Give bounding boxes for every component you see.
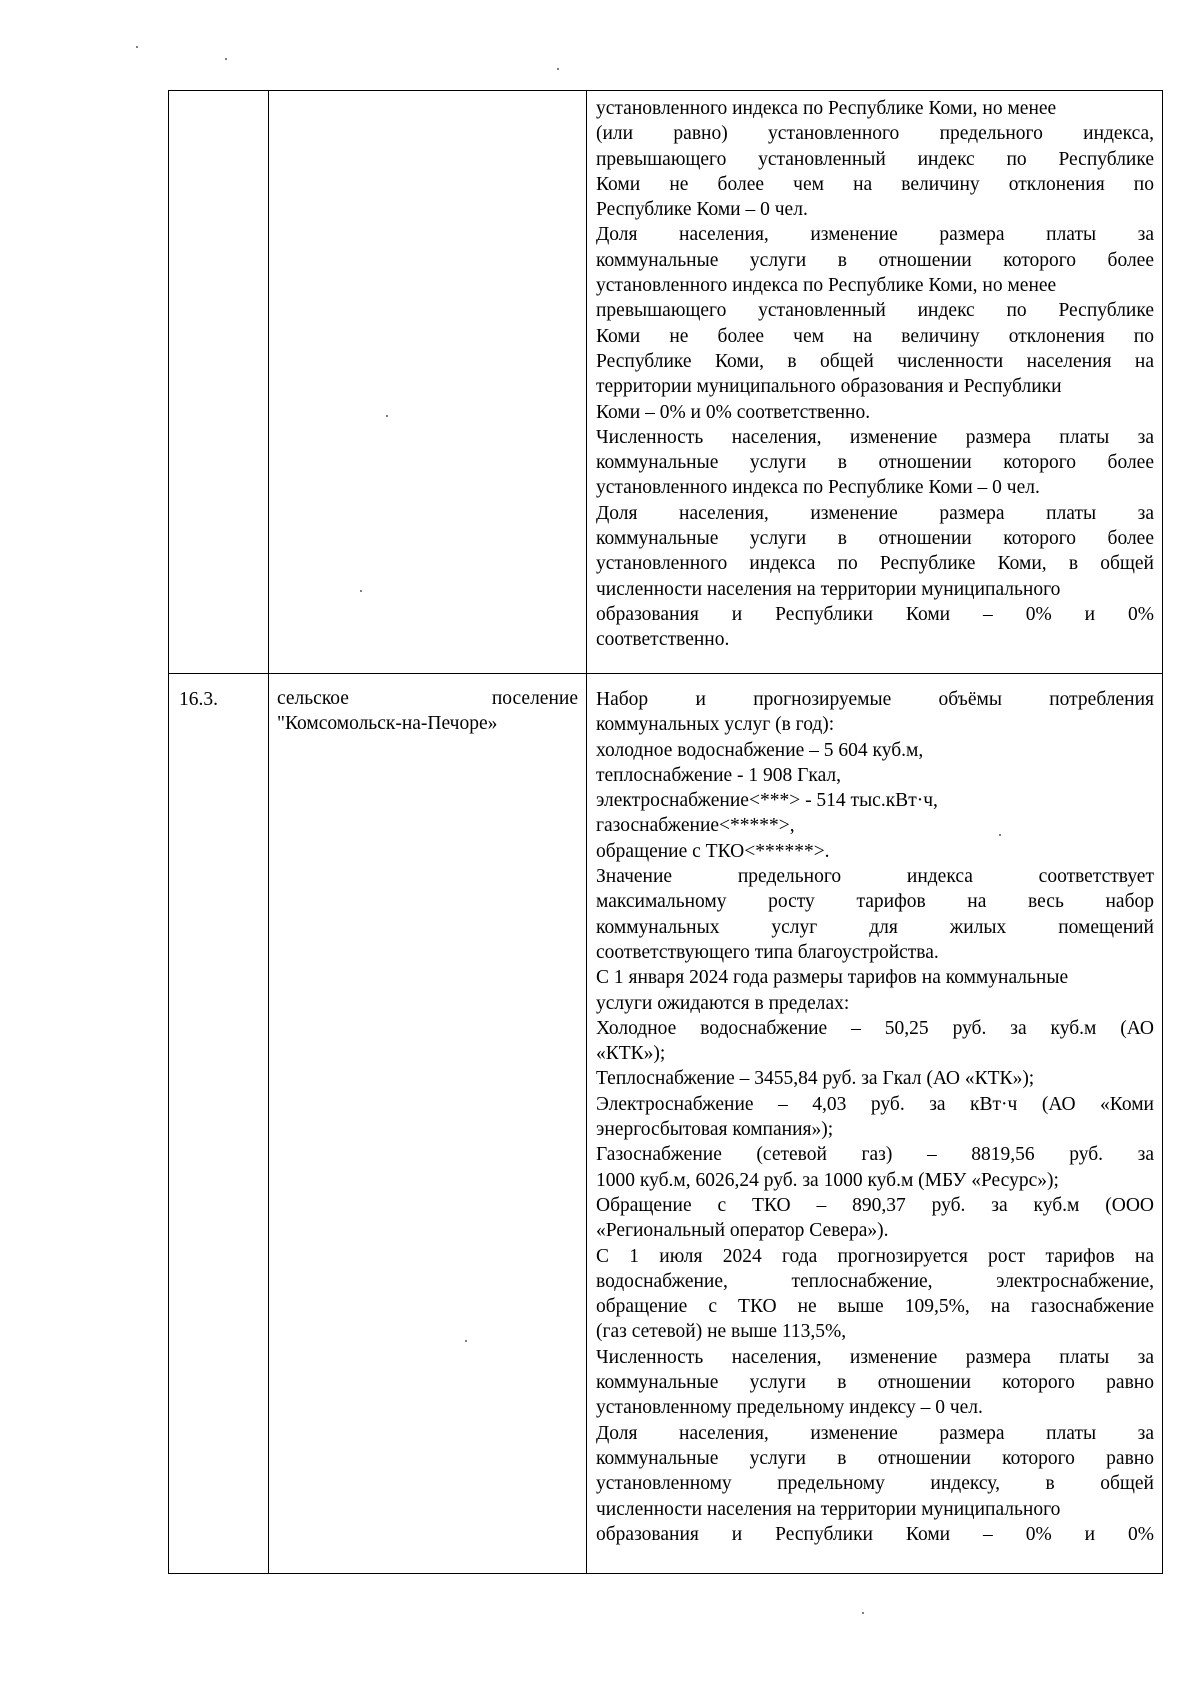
description-line: Холодное водоснабжение – 50,25 руб. за куб.м (АО [596,1017,1154,1039]
description-line: Коми – 0% и 0% соответственно. [596,401,871,423]
description-line: численности населения на территории муниципального [596,578,1061,600]
description-line: коммунальные услуги в отношении которого более [596,249,1154,271]
description-line: коммунальных услуг для жилых помещений [596,916,1154,938]
row-number-cell [169,674,269,1574]
description-line: коммунальные услуги в отношении которого более [596,528,1154,550]
settlement-title: "Комсомольск-на-Печоре» [277,712,498,734]
table-row [169,674,1163,1574]
description-line: Республике Коми – 0 чел. [596,199,808,221]
description-line: услуги ожидаются в пределах: [596,992,850,1014]
table-row [169,91,1163,674]
row-number: 16.3. [179,689,218,710]
settlement-type-word: поселение [491,688,578,709]
description-line: коммунальные услуги в отношении которого более [596,452,1154,474]
description-line: соответствующего типа благоустройства. [596,941,939,963]
description-line: соответственно. [596,629,730,651]
description-line: коммунальные услуги в отношении которого равно [596,1372,1154,1394]
scan-speck [862,1612,864,1614]
description-line: Доля населения, изменение размера платы за [596,502,1154,524]
description-line: образования и Республики Коми – 0% и 0% [596,1523,1154,1545]
description-line: превышающего установленный индекс по Республике [596,148,1154,170]
description-line: Обращение с ТКО – 890,37 руб. за куб.м (ООО [596,1194,1154,1216]
description-line: установленного индекса по Республике Коми – 0 чел. [596,477,1040,499]
row-number-cell [169,91,269,674]
description-line: территории муниципального образования и Республики [596,376,1062,398]
description-line: Набор и прогнозируемые объёмы потребления [596,689,1154,710]
description-line: холодное водоснабжение – 5 604 куб.м, [596,739,924,761]
description-line: 1000 куб.м, 6026,24 руб. за 1000 куб.м (МБУ «Ресурс»); [596,1169,1059,1191]
description-line: Доля населения, изменение размера платы за [596,224,1154,246]
description-line: установленного индекса по Республике Коми, но менее [596,98,1057,119]
description-line: максимальному росту тарифов на весь набор [596,891,1154,913]
description-line: численности населения на территории муниципального [596,1498,1061,1520]
scan-speck [557,68,559,70]
description-line: Газоснабжение (сетевой газ) – 8819,56 руб. за [596,1144,1154,1166]
settlement-name [277,687,578,736]
description-cell [587,674,1163,1574]
description-line: Численность населения, изменение размера платы за [596,1346,1154,1368]
settlement-name-cell [269,674,587,1574]
description-line: газоснабжение<*****>, [596,815,795,837]
description-line: электроснабжение<***> - 514 тыс.кВт·ч, [596,790,938,812]
settlement-type-word: сельское [277,688,349,709]
description-line: коммунальные услуги в отношении которого равно [596,1447,1154,1469]
scan-speck [225,58,227,60]
description-line: Коми не более чем на величину отклонения по [596,173,1154,195]
description-line: обращение с ТКО<******>. [596,840,830,862]
document-table [168,90,1163,1574]
description-line: установленному предельному индексу – 0 чел. [596,1397,983,1419]
description-line: (газ сетевой) не выше 113,5%, [596,1321,847,1343]
settlement-name-cell [269,91,587,674]
description-line: энергосбытовая компания»); [596,1119,834,1141]
description-line: (или равно) установленного предельного индекса, [596,123,1154,145]
description-text [596,687,1154,1547]
description-line: Доля населения, изменение размера платы за [596,1422,1154,1444]
description-line: Республике Коми, в общей численности населения на [596,350,1154,372]
description-cell [587,91,1163,674]
description-line: «КТК»); [596,1043,666,1065]
description-line: Электроснабжение – 4,03 руб. за кВт·ч (АО «Коми [596,1093,1154,1115]
description-line: образования и Республики Коми – 0% и 0% [596,603,1154,625]
description-line: Теплоснабжение – 3455,84 руб. за Гкал (АО «КТК»); [596,1068,1035,1090]
scan-speck [999,834,1001,836]
description-text [596,96,1154,653]
description-line: С 1 июля 2024 года прогнозируется рост тарифов на [596,1245,1154,1267]
description-line: обращение с ТКО не выше 109,5%, на газоснабжение [596,1296,1154,1318]
scan-speck [360,590,362,592]
description-line: водоснабжение, теплоснабжение, электроснабжение, [596,1270,1154,1292]
description-line: «Региональный оператор Севера»). [596,1220,889,1242]
description-line: теплоснабжение - 1 908 Гкал, [596,764,842,786]
description-line: Значение предельного индекса соответствует [596,866,1154,888]
description-line: установленному предельному индексу, в общей [596,1473,1154,1495]
scan-speck [386,415,388,417]
description-line: С 1 января 2024 года размеры тарифов на коммунальные [596,967,1069,989]
description-line: коммунальных услуг (в год): [596,714,835,736]
description-line: установленного индекса по Республике Коми, но менее [596,275,1057,297]
description-line: Численность населения, изменение размера платы за [596,426,1154,448]
description-line: установленного индекса по Республике Коми, в общей [596,553,1154,575]
scan-speck [465,1340,467,1342]
description-line: превышающего установленный индекс по Республике [596,300,1154,322]
scan-speck [136,46,138,48]
description-line: Коми не более чем на величину отклонения по [596,325,1154,347]
